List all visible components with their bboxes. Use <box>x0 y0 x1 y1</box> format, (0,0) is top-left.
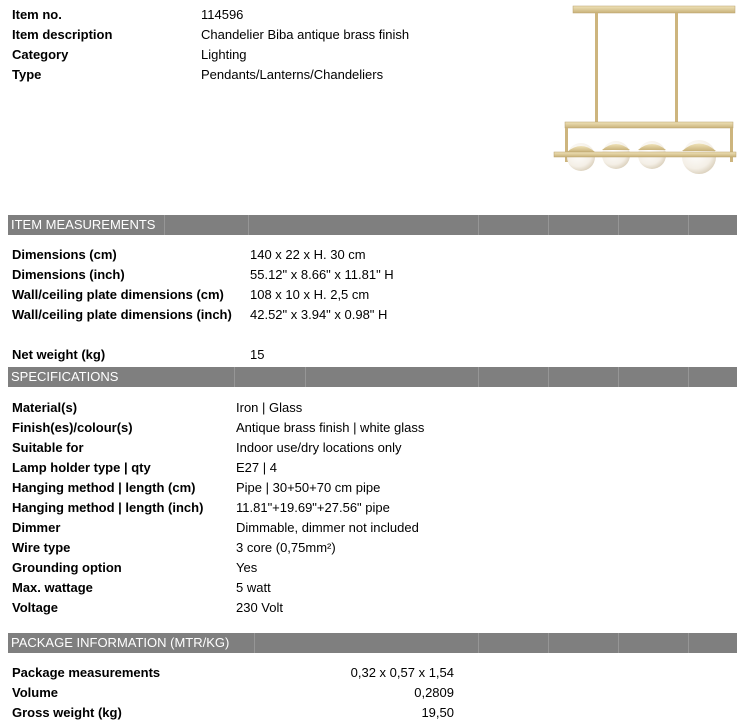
band-divider <box>248 215 249 235</box>
band-divider <box>688 633 689 653</box>
type-value: Pendants/Lanterns/Chandeliers <box>201 67 384 82</box>
hanging-cm-label: Hanging method | length (cm) <box>12 480 196 495</box>
volume-label: Volume <box>12 685 58 700</box>
category-value: Lighting <box>201 47 247 62</box>
wire-type-value: 3 core (0,75mm²) <box>236 540 336 555</box>
volume-value: 0,2809 <box>414 685 454 700</box>
package-information-header <box>8 633 737 653</box>
wire-type-label: Wire type <box>12 540 71 555</box>
item-measurements-header <box>8 215 737 235</box>
plate-dimensions-inch-value: 42.52" x 3.94" x 0.98" H <box>250 307 388 322</box>
hanging-cm-value: Pipe | 30+50+70 cm pipe <box>236 480 381 495</box>
band-divider <box>548 367 549 387</box>
max-wattage-label: Max. wattage <box>12 580 93 595</box>
band-divider <box>305 367 306 387</box>
suitable-for-value: Indoor use/dry locations only <box>236 440 402 455</box>
band-divider <box>618 367 619 387</box>
dimmer-label: Dimmer <box>12 520 61 535</box>
net-weight-value: 15 <box>250 347 265 362</box>
voltage-value: 230 Volt <box>236 600 283 615</box>
band-divider <box>164 215 165 235</box>
band-divider <box>688 215 689 235</box>
dimensions-inch-label: Dimensions (inch) <box>12 267 125 282</box>
material-value: Iron | Glass <box>236 400 303 415</box>
finish-value: Antique brass finish | white glass <box>236 420 425 435</box>
dimensions-cm-value: 140 x 22 x H. 30 cm <box>250 247 366 262</box>
dimensions-inch-value: 55.12" x 8.66" x 11.81" H <box>250 267 394 282</box>
item-no-value: 114596 <box>201 7 244 22</box>
dimmer-value: Dimmable, dimmer not included <box>236 520 419 535</box>
package-measurements-value: 0,32 x 0,57 x 1,54 <box>350 665 454 680</box>
dimensions-cm-label: Dimensions (cm) <box>12 247 117 262</box>
package-measurements-label: Package measurements <box>12 665 161 680</box>
band-divider <box>234 367 235 387</box>
hanging-inch-value: 11.81"+19.69"+27.56" pipe <box>236 500 390 515</box>
plate-dimensions-cm-value: 108 x 10 x H. 2,5 cm <box>250 287 370 302</box>
grounding-label: Grounding option <box>12 560 122 575</box>
gross-weight-value: 19,50 <box>421 705 454 720</box>
specifications-header <box>8 367 737 387</box>
item-description-label: Item description <box>12 27 113 42</box>
hanging-inch-label: Hanging method | length (inch) <box>12 500 204 515</box>
chandelier-product-image <box>548 2 737 178</box>
item-description-value: Chandelier Biba antique brass finish <box>201 27 410 42</box>
grounding-value: Yes <box>236 560 258 575</box>
voltage-label: Voltage <box>12 600 58 615</box>
type-label: Type <box>12 67 42 82</box>
finish-label: Finish(es)/colour(s) <box>12 420 133 435</box>
band-divider <box>548 633 549 653</box>
gross-weight-label: Gross weight (kg) <box>12 705 122 720</box>
band-divider <box>478 215 479 235</box>
band-divider <box>618 215 619 235</box>
item-no-label: Item no. <box>12 7 62 22</box>
band-divider <box>548 215 549 235</box>
item-measurements-title: ITEM MEASUREMENTS <box>11 217 156 232</box>
plate-dimensions-cm-label: Wall/ceiling plate dimensions (cm) <box>12 287 224 302</box>
specifications-title: SPECIFICATIONS <box>11 369 119 384</box>
band-divider <box>688 367 689 387</box>
max-wattage-value: 5 watt <box>236 580 271 595</box>
net-weight-label: Net weight (kg) <box>12 347 106 362</box>
lamp-holder-label: Lamp holder type | qty <box>12 460 151 475</box>
material-label: Material(s) <box>12 400 78 415</box>
lamp-holder-value: E27 | 4 <box>236 460 277 475</box>
band-divider <box>254 633 255 653</box>
suitable-for-label: Suitable for <box>12 440 84 455</box>
plate-dimensions-inch-label: Wall/ceiling plate dimensions (inch) <box>12 307 232 322</box>
band-divider <box>478 367 479 387</box>
package-information-title: PACKAGE INFORMATION (MTR/KG) <box>11 635 230 650</box>
band-divider <box>478 633 479 653</box>
band-divider <box>618 633 619 653</box>
category-label: Category <box>12 47 69 62</box>
